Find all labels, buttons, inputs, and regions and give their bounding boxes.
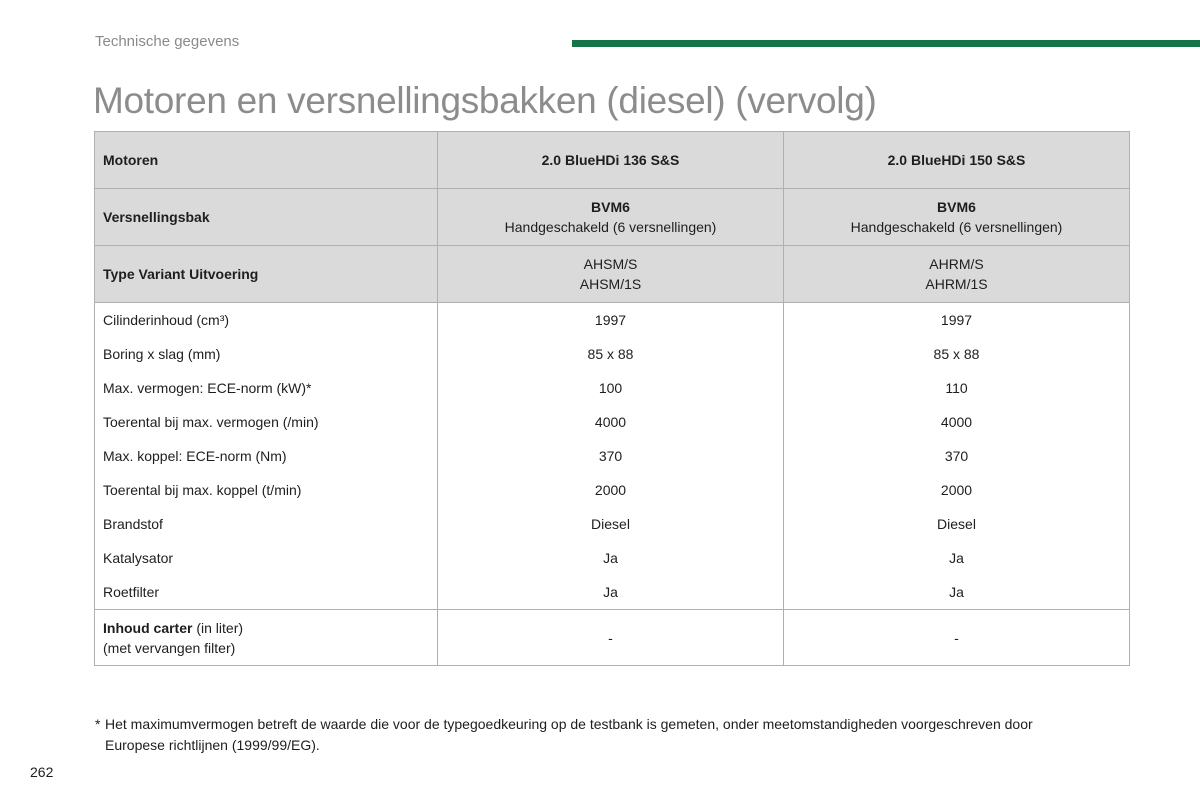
footnote-marker: * [95,716,101,732]
type-row [95,246,1130,303]
table-row [95,541,1130,575]
row-label: Katalysator [95,541,438,575]
gearbox-desc: Handgeschakeld (6 versnellingen) [504,219,717,235]
row-label: Cilinderinhoud (cm³) [95,303,438,338]
gearbox-code: BVM6 [591,199,630,215]
footnote [95,714,1055,756]
row-value: 1997 [438,303,784,338]
row-value: 1997 [784,303,1130,338]
section-accent-bar [572,40,1200,47]
engines-label: Motoren [95,132,438,189]
oil-label-cell [95,610,438,666]
gearbox-cell [784,189,1130,246]
row-value: 2000 [784,473,1130,507]
row-value: 100 [438,371,784,405]
engine-name: 2.0 BlueHDi 150 S&S [784,132,1130,189]
row-value: 85 x 88 [784,337,1130,371]
gearbox-label: Versnellingsbak [95,189,438,246]
gearbox-desc: Handgeschakeld (6 versnellingen) [850,219,1063,235]
row-value: 4000 [784,405,1130,439]
row-value: Ja [784,575,1130,610]
row-value: 370 [784,439,1130,473]
oil-label-unit: (in liter) [192,619,244,636]
engine-name: 2.0 BlueHDi 136 S&S [438,132,784,189]
row-value: 370 [438,439,784,473]
table-row [95,507,1130,541]
row-value: 2000 [438,473,784,507]
row-label: Max. vermogen: ECE-norm (kW)* [95,371,438,405]
engine-spec-table [94,131,1130,666]
row-value: 110 [784,371,1130,405]
row-value: Ja [438,575,784,610]
type-label: Type Variant Uitvoering [95,246,438,303]
page-number: 262 [30,764,54,780]
section-label: Technische gegevens [95,33,240,50]
table-row [95,575,1130,610]
type-cell [784,246,1130,303]
gearbox-row [95,189,1130,246]
table-header-row [95,132,1130,189]
type-code: AHRM/1S [925,276,988,292]
table-row [95,405,1130,439]
type-code: AHRM/S [929,256,984,272]
row-value: Diesel [784,507,1130,541]
table-row [95,303,1130,338]
row-label: Roetfilter [95,575,438,610]
row-label: Toerental bij max. vermogen (/min) [95,405,438,439]
row-value: Diesel [438,507,784,541]
row-value: Ja [784,541,1130,575]
row-label: Brandstof [95,507,438,541]
oil-capacity-row [95,610,1130,666]
table-row [95,473,1130,507]
table-row [95,371,1130,405]
table-row [95,439,1130,473]
type-cell [438,246,784,303]
row-value: Ja [438,541,784,575]
oil-label-note: (met vervangen filter) [103,639,236,656]
row-value: 85 x 88 [438,337,784,371]
row-value: 4000 [438,405,784,439]
page-title: Motoren en versnellingsbakken (diesel) (vervolg) [93,80,877,121]
table-row [95,337,1130,371]
oil-label-bold: Inhoud carter [103,619,193,636]
row-label: Boring x slag (mm) [95,337,438,371]
row-label: Toerental bij max. koppel (t/min) [95,473,438,507]
row-value: - [784,610,1130,666]
gearbox-cell [438,189,784,246]
gearbox-code: BVM6 [937,199,976,215]
row-value: - [438,610,784,666]
type-code: AHSM/1S [579,276,642,292]
type-code: AHSM/S [583,256,638,272]
footnote-text: Het maximumvermogen betreft de waarde die voor de typegoedkeuring op de testbank is gemeten, onder meetomstandigheden voorgeschreven door Europese richtlijnen (1999/99/EG). [105,716,1033,753]
row-label: Max. koppel: ECE-norm (Nm) [95,439,438,473]
